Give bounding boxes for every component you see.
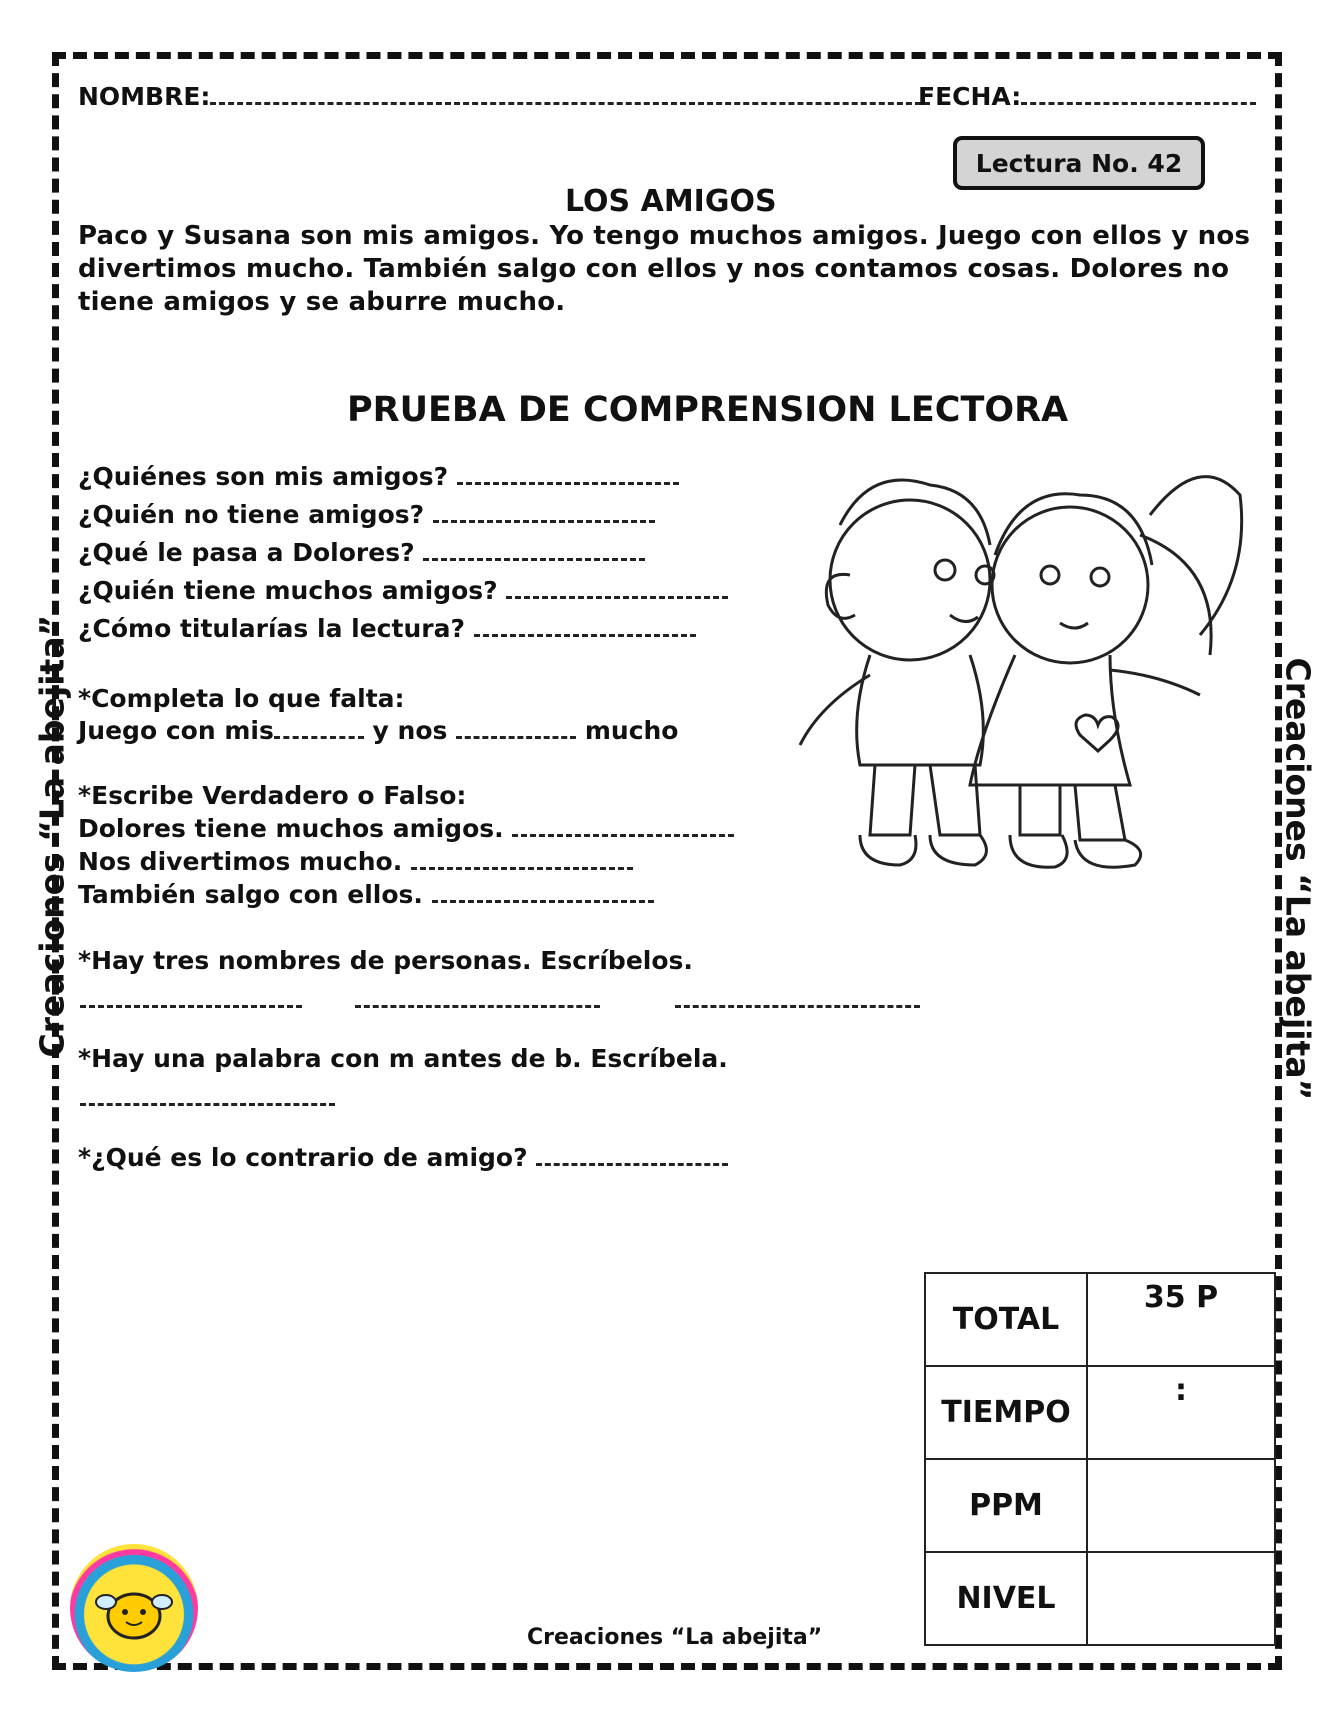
question: ¿Quién tiene muchos amigos? xyxy=(78,576,728,605)
score-row xyxy=(925,1459,1275,1552)
tf-heading: *Escribe Verdadero o Falso: xyxy=(78,781,467,810)
score-label: TIEMPO xyxy=(925,1366,1087,1459)
name-answer-blank[interactable] xyxy=(675,1004,920,1008)
question: ¿Cómo titularías la lectura? xyxy=(78,614,696,643)
answer-blank[interactable] xyxy=(536,1162,728,1166)
answer-blank[interactable] xyxy=(506,595,728,599)
answer-blank[interactable] xyxy=(457,481,679,485)
score-row xyxy=(925,1273,1275,1366)
answer-blank[interactable] xyxy=(474,633,696,637)
boy-figure xyxy=(800,480,994,865)
tf-item: Dolores tiene muchos amigos. xyxy=(78,814,734,843)
name-label: NOMBRE: xyxy=(78,82,211,111)
date-label: FECHA: xyxy=(918,82,1022,111)
reading-title: LOS AMIGOS xyxy=(565,184,777,219)
lectura-number-box xyxy=(953,136,1205,190)
mb-prompt: *Hay una palabra con m antes de b. Escríbela. xyxy=(78,1044,728,1073)
score-value[interactable]: : xyxy=(1087,1366,1275,1459)
lectura-number: Lectura No. 42 xyxy=(975,148,1183,178)
fill-blank[interactable] xyxy=(274,735,364,739)
footer-branding: Creaciones “La abejita” xyxy=(527,1625,823,1650)
name-blank[interactable] xyxy=(210,101,930,105)
name-answer-blank[interactable] xyxy=(80,1004,302,1008)
date-field xyxy=(918,82,1256,111)
score-value[interactable] xyxy=(1087,1459,1275,1552)
kids-illustration xyxy=(780,455,1260,915)
mb-answer-blank[interactable] xyxy=(80,1102,335,1106)
tf-item: Nos divertimos mucho. xyxy=(78,847,633,876)
answer-blank[interactable] xyxy=(433,519,655,523)
complete-heading: *Completa lo que falta: xyxy=(78,684,405,713)
side-branding-left: Creaciones “La abejita” xyxy=(32,614,72,1058)
bee-icon xyxy=(70,1544,198,1672)
date-blank[interactable] xyxy=(1021,101,1256,105)
bee-logo xyxy=(70,1544,198,1672)
name-answer-blank[interactable] xyxy=(355,1004,600,1008)
score-table xyxy=(924,1272,1276,1646)
fill-blank[interactable] xyxy=(456,735,576,739)
question: ¿Quién no tiene amigos? xyxy=(78,500,655,529)
answer-blank[interactable] xyxy=(432,899,654,903)
tf-item: También salgo con ellos. xyxy=(78,880,654,909)
score-value[interactable] xyxy=(1087,1552,1275,1645)
opposite-question: *¿Qué es lo contrario de amigo? xyxy=(78,1143,728,1172)
question: ¿Qué le pasa a Dolores? xyxy=(78,538,645,567)
complete-sentence: Juego con mis y nos mucho xyxy=(78,716,679,745)
test-title: PRUEBA DE COMPRENSION LECTORA xyxy=(347,390,1069,430)
score-label: NIVEL xyxy=(925,1552,1087,1645)
names-prompt: *Hay tres nombres de personas. Escríbelos. xyxy=(78,946,693,975)
name-field xyxy=(78,82,930,111)
girl-figure xyxy=(970,477,1242,868)
score-label: TOTAL xyxy=(925,1273,1087,1366)
reading-text: Paco y Susana son mis amigos. Yo tengo muchos amigos. Juego con ellos y nos divertimos mucho. También salgo con ellos y nos contamos cosas. Dolores no tiene amigos y se aburre mucho. xyxy=(78,221,1251,317)
question: ¿Quiénes son mis amigos? xyxy=(78,462,679,491)
score-row xyxy=(925,1552,1275,1645)
answer-blank[interactable] xyxy=(512,833,734,837)
score-value[interactable]: 35 P xyxy=(1087,1273,1275,1366)
side-branding-right: Creaciones “La abejita” xyxy=(1278,657,1318,1101)
answer-blank[interactable] xyxy=(423,557,645,561)
answer-blank[interactable] xyxy=(411,866,633,870)
score-row xyxy=(925,1366,1275,1459)
score-label: PPM xyxy=(925,1459,1087,1552)
